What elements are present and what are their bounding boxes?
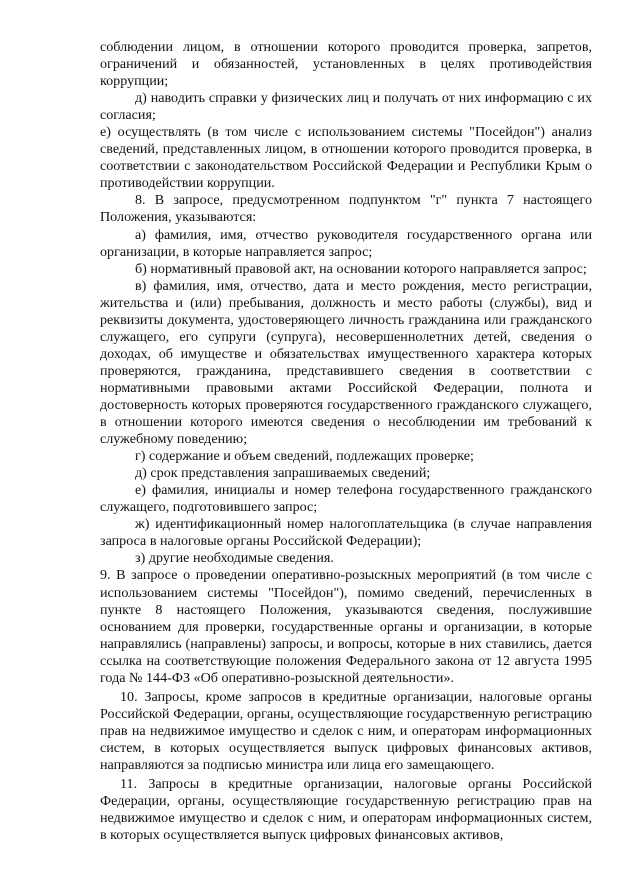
clause-8-item-d: д) срок представления запрашиваемых сведений; xyxy=(135,465,431,482)
document-page xyxy=(100,39,592,844)
clause-8-item-a: а) фамилия, имя, отчество руководителя государственного органа или организации, в которые направляется запрос; xyxy=(100,226,592,260)
paragraph-continuation: соблюдении лицом, в отношении которого проводится проверка, запретов, ограничений и обязанностей, установленных в целях противодействия коррупции; xyxy=(100,39,592,90)
clause-8-item-zh: ж) идентификационный номер налогоплательщика (в случае направления запроса в налоговые органы Российской Федерации); xyxy=(100,516,592,550)
subitem-d-inquiries: д) наводить справки у физических лиц и получать от них информацию с их согласия; xyxy=(100,90,592,124)
clause-11: 11. Запросы в кредитные организации, налоговые органы Российской Федерации, органы, осуществляющие государственную регистрацию прав на недвижимое имущество и сделок с ним, и операторам информационных систем, в которых осуществляется выпуск цифровых финансовых активов, xyxy=(100,776,592,844)
clause-8-item-b: б) нормативный правовой акт, на основании которого направляется запрос; xyxy=(135,260,587,277)
clause-10: 10. Запросы, кроме запросов в кредитные организации, налоговые органы Российской Федерации, органы, осуществляющие государственную регистрацию прав на недвижимое имущество и сделок с ним, и операторам информационных систем, в которых осуществляется выпуск цифровых финансовых активов, направляются за подписью министра или лица его замещающего. xyxy=(100,688,592,773)
clause-8-item-e: е) фамилия, инициалы и номер телефона государственного гражданского служащего, подготовившего запрос; xyxy=(100,482,592,516)
clause-8-heading: 8. В запросе, предусмотренном подпунктом "г" пункта 7 настоящего Положения, указываются: xyxy=(100,192,592,226)
clause-9: 9. В запросе о проведении оперативно-розыскных мероприятий (в том числе с использованием системы "Посейдон"), помимо сведений, перечисленных в пункте 8 настоящего Положения, указываются сведения, послужившие основанием для проверки, государственные органы и организации, в которые направлялись (направлены) запросы, и вопросы, которые в них ставились, дается ссылка на соответствующие положения Федерального закона от 12 августа 1995 года № 144-ФЗ «Об оперативно-розыскной деятельности». xyxy=(100,567,592,686)
subitem-e-analysis: е) осуществлять (в том числе с использованием системы "Посейдон") анализ сведений, представленных лицом, в отношении которого проводится проверка, в соответствии с законодательством Российской Федерации и Республики Крым о противодействии коррупции. xyxy=(100,124,592,192)
clause-8-item-g: г) содержание и объем сведений, подлежащих проверке; xyxy=(135,448,474,465)
clause-8-item-z: з) другие необходимые сведения. xyxy=(135,550,334,567)
clause-8-item-v: в) фамилия, имя, отчество, дата и место рождения, место регистрации, жительства и (или) пребывания, должность и место работы (службы), вид и реквизиты документа, удостоверяющего личность гражданина или гражданского служащего, его супруги (супруга), несовершеннолетних детей, сведения о доходах, об имуществе и обязательствах имущественного характера которых проверяются, гражданина, представившего сведения в соответствии с нормативными правовыми актами Российской Федерации, полнота и достоверность которых проверяются государственного гражданского служащего, в отношении которого имеются сведения о несоблюдении им требований к служебному поведению; xyxy=(100,277,592,448)
